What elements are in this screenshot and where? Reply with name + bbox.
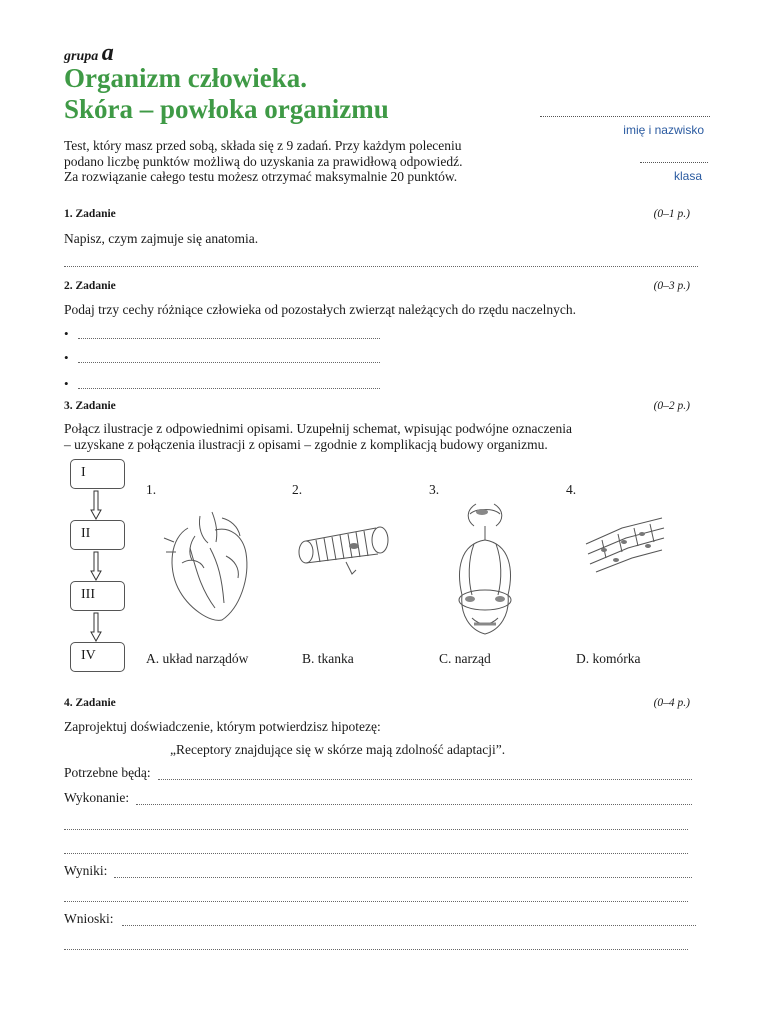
intro-line-3: Za rozwiązanie całego testu możesz otrzymać maksymalnie 20 punktów. [64,169,458,184]
task2-bullet-1: • [64,326,69,341]
results-answer-line-2[interactable] [64,900,688,902]
task2-bullet-2: • [64,350,69,365]
schema-box-3[interactable]: III [70,581,125,611]
down-arrow-icon [90,551,102,581]
illustration-number-1: 1. [146,482,157,497]
task4-hypothesis: „Receptory znajdujące się w skórze mają zdolność adaptacji”. [170,742,506,757]
task4-heading: 4. Zadanie [64,697,116,709]
cells-illustration [582,514,666,576]
illustration-number-4: 4. [566,482,577,497]
procedure-answer-line-2[interactable] [64,828,688,830]
caption-b: B. tkanka [302,651,354,666]
task1-prompt: Napisz, czym zajmuje się anatomia. [64,231,259,246]
class-label: klasa [673,169,702,183]
procedure-answer-line-1[interactable] [136,803,692,805]
caption-d: D. komórka [576,651,641,666]
conclusions-answer-line-2[interactable] [64,948,688,950]
needed-answer-line[interactable] [158,778,692,780]
down-arrow-icon [90,490,102,520]
conclusions-answer-line-1[interactable] [122,924,696,926]
class-field-line[interactable] [640,156,708,163]
name-field-line[interactable] [540,108,710,117]
group-letter: a [101,40,114,66]
caption-a: A. układ narządów [146,651,249,666]
task4-points: (0–4 p.) [653,697,690,709]
illustration-number-3: 3. [429,482,440,497]
task3-heading: 3. Zadanie [64,400,116,412]
name-label: imię i nazwisko [623,123,704,137]
conclusions-label: Wnioski: [64,911,114,926]
heart-illustration [160,508,255,628]
task3-prompt-line-1: Połącz ilustracje z odpowiednimi opisami. Uzupełnij schemat, wpisując podwójne oznaczenia [64,421,572,436]
group-word: grupa [64,49,99,64]
intro-text [64,138,534,185]
caption-c: C. narząd [439,651,491,666]
task3-prompt-line-2: – uzyskane z połączenia ilustracji z opisami – zgodnie z komplikacją budowy organizmu. [64,437,548,452]
schema-box-2[interactable]: II [70,520,125,550]
task2-bullet-3: • [64,376,69,391]
task2-answer-line-2[interactable] [78,361,380,363]
task1-points: (0–1 p.) [653,208,690,220]
task1-heading: 1. Zadanie [64,208,116,220]
task2-prompt: Podaj trzy cechy różniące człowieka od pozostałych zwierząt należących do rzędu naczelnych. [64,302,576,317]
task4-prompt: Zaprojektuj doświadczenie, którym potwierdzisz hipotezę: [64,719,381,734]
schema-box-1[interactable]: I [70,459,125,489]
organ-system-illustration [446,500,524,642]
task1-answer-line[interactable] [64,265,698,267]
task2-answer-line-1[interactable] [78,337,380,339]
illustration-number-2: 2. [292,482,303,497]
title-line-2: Skóra – powłoka organizmu [64,94,389,124]
task2-points: (0–3 p.) [653,280,690,292]
task2-answer-line-3[interactable] [78,387,380,389]
title-line-1: Organizm człowieka. [64,63,307,93]
procedure-label: Wykonanie: [64,790,130,805]
intro-line-1: Test, który masz przed sobą, składa się z 9 zadań. Przy każdym poleceniu [64,138,462,153]
task2-heading: 2. Zadanie [64,280,116,292]
intro-line-2: podano liczbę punktów możliwą do uzyskania za prawidłową odpowiedź. [64,153,463,169]
down-arrow-icon [90,612,102,642]
schema-box-4[interactable]: IV [70,642,125,672]
tissue-illustration [296,522,396,582]
needed-label: Potrzebne będą: [64,765,151,780]
task3-points: (0–2 p.) [653,400,690,412]
results-answer-line-1[interactable] [114,876,692,878]
procedure-answer-line-3[interactable] [64,852,688,854]
results-label: Wyniki: [64,863,108,878]
